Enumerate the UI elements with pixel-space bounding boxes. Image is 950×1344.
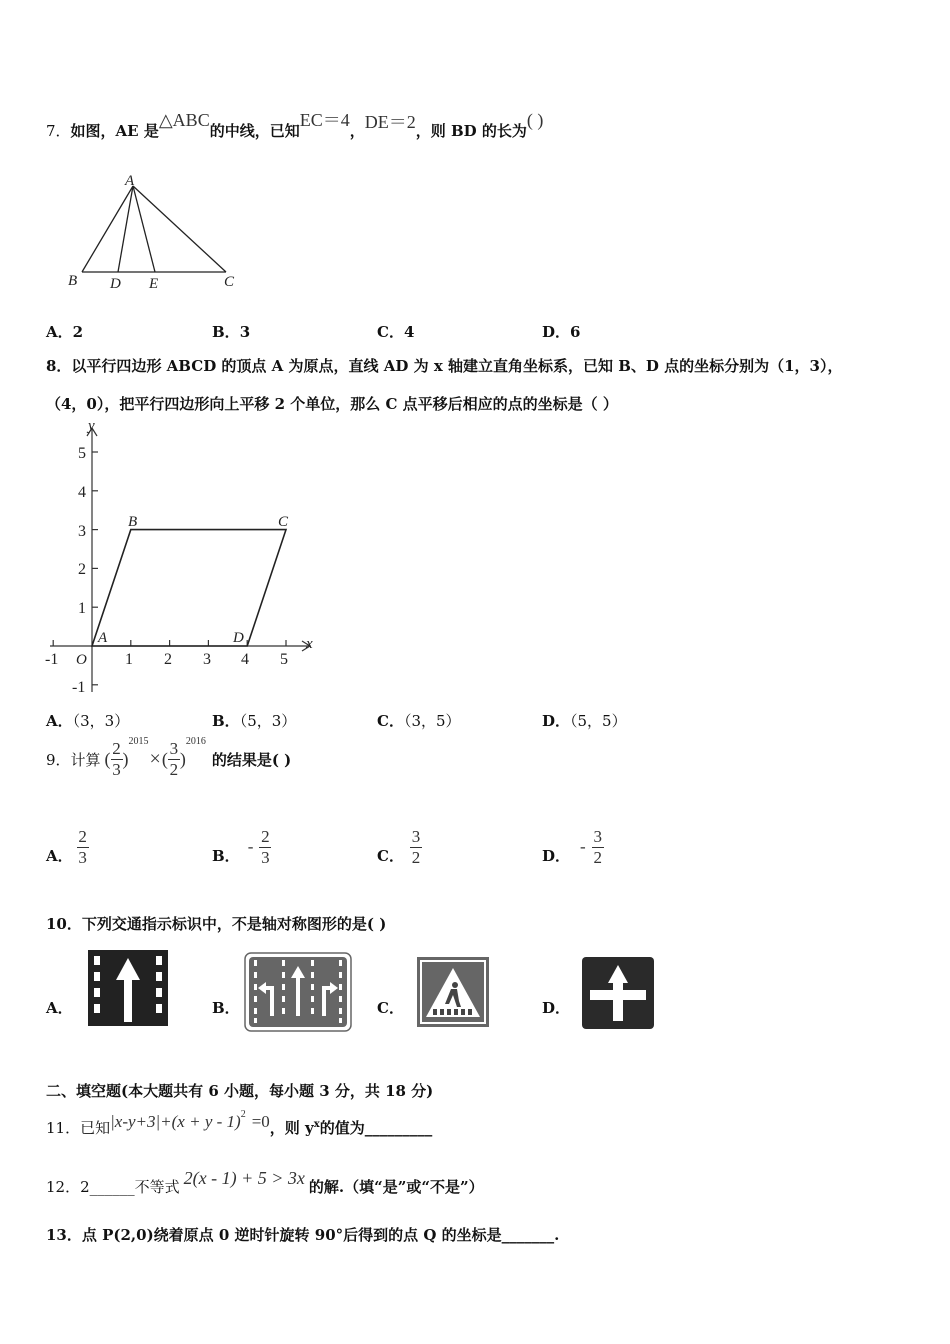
q7-option-c[interactable] bbox=[377, 321, 414, 342]
times-sign: × bbox=[149, 747, 161, 770]
denominator: 3 bbox=[261, 847, 270, 867]
q11-tail-2: 的值为_________ bbox=[319, 1119, 433, 1137]
q8-option-c[interactable] bbox=[377, 710, 461, 731]
q12-number: 12．2______不等式 bbox=[46, 1178, 180, 1196]
q7-option-d[interactable] bbox=[542, 321, 580, 342]
q8-stem-line-1: 8．以平行四边形 ABCD 的顶点 A 为原点，直线 AD 为 x 轴建立直角坐标系，已知 B、D 点的坐标分别为（1，3）， bbox=[46, 357, 843, 375]
label-e: E bbox=[149, 276, 159, 292]
pedestrian-crossing-sign-icon[interactable] bbox=[417, 957, 489, 1027]
option-letter: D． bbox=[542, 846, 571, 865]
q7-triangle-figure bbox=[60, 168, 260, 298]
numerator: 3 bbox=[411, 827, 421, 846]
q10-option-d-letter[interactable]: D． bbox=[542, 999, 571, 1017]
q9-option-a[interactable] bbox=[46, 828, 89, 867]
paren: ( bbox=[104, 748, 111, 769]
option-text: （3，5） bbox=[403, 712, 461, 730]
y-tick-label: -1 bbox=[72, 679, 86, 696]
denominator: 3 bbox=[112, 759, 121, 779]
numerator: 2 bbox=[112, 739, 121, 758]
x-axis-label: x bbox=[306, 636, 313, 652]
option-text: 6 bbox=[570, 323, 581, 341]
q7-de-value: DE＝2 bbox=[364, 112, 416, 132]
denominator: 2 bbox=[411, 847, 421, 867]
q8-stem-line-2: （4，0），把平行四边形向上平移 2 个单位，那么 C 点平移后相应的点的坐标是（ ） bbox=[46, 395, 618, 413]
q9-option-c[interactable] bbox=[377, 828, 422, 867]
y-tick-label: 1 bbox=[78, 600, 86, 617]
straight-ahead-sign-icon[interactable] bbox=[88, 950, 168, 1026]
option-letter: B． bbox=[212, 846, 240, 865]
q7-answer-paren: ( ) bbox=[526, 110, 544, 130]
q11-sup-x: x bbox=[313, 1119, 320, 1130]
option-letter: A． bbox=[46, 323, 73, 341]
option-letter: C． bbox=[377, 846, 404, 865]
q9-fraction-2 bbox=[168, 740, 180, 779]
y-tick-label: 4 bbox=[78, 484, 86, 501]
q7-text-3: ，则 BD 的长为 bbox=[415, 122, 527, 140]
q7-number: 7． bbox=[46, 122, 71, 140]
q12-stem bbox=[46, 1168, 484, 1197]
option-text: （5，5） bbox=[570, 712, 627, 730]
denominator: 2 bbox=[593, 847, 602, 867]
x-tick-label: -1 bbox=[45, 651, 59, 668]
q7-option-a[interactable] bbox=[46, 321, 83, 342]
q8-option-a[interactable] bbox=[46, 710, 129, 731]
x-tick-label: 2 bbox=[164, 651, 172, 668]
y-tick-label: 2 bbox=[78, 561, 86, 578]
q8-option-b[interactable] bbox=[212, 710, 296, 731]
option-letter: D． bbox=[542, 323, 571, 341]
q10-option-c-letter[interactable]: C． bbox=[377, 999, 404, 1017]
label-d: D bbox=[110, 276, 121, 292]
option-letter: A． bbox=[46, 846, 73, 865]
parallelogram-abcd bbox=[92, 530, 286, 646]
q7-stem bbox=[46, 110, 544, 142]
option-letter: B． bbox=[212, 323, 240, 341]
x-tick-label: 5 bbox=[280, 651, 288, 668]
q8-coordinate-graph bbox=[40, 416, 330, 701]
q13-stem: 13．点 P(2,0)绕着原点 0 逆时针旋转 90°后得到的点 Q 的坐标是_______. bbox=[46, 1226, 560, 1244]
q11-square: 2 bbox=[240, 1109, 246, 1120]
y-tick-label: 3 bbox=[78, 523, 86, 540]
section-2-title: 二、填空题(本大题共有 6 小题，每小题 3 分，共 18 分) bbox=[46, 1082, 434, 1100]
q7-text-2: 的中线，已知 bbox=[209, 122, 300, 140]
q11-stem bbox=[46, 1109, 433, 1138]
point-d-label: D bbox=[233, 630, 244, 646]
lane-direction-sign-icon[interactable] bbox=[244, 952, 352, 1032]
option-sign: - bbox=[247, 837, 254, 857]
option-fraction bbox=[77, 828, 89, 867]
origin-label: O bbox=[76, 652, 87, 668]
option-letter: A． bbox=[46, 712, 73, 730]
q7-text-1: 如图，AE 是 bbox=[70, 122, 159, 140]
q9-option-d[interactable] bbox=[542, 828, 604, 867]
q9-number: 9．计算 bbox=[46, 750, 101, 769]
q9-fraction-1 bbox=[111, 740, 123, 779]
x-tick-label: 4 bbox=[241, 651, 249, 668]
q11-equals-zero: =0 bbox=[251, 1112, 270, 1131]
q11-expression: |x-y+3|+(x + y - 1) bbox=[110, 1112, 241, 1131]
option-fraction bbox=[259, 828, 271, 867]
paren: ) bbox=[122, 748, 129, 769]
q10-stem: 10．下列交通指示标识中，不是轴对称图形的是( ) bbox=[46, 915, 387, 933]
option-text: 3 bbox=[239, 323, 251, 341]
x-tick-label: 3 bbox=[203, 651, 211, 668]
numerator: 3 bbox=[593, 827, 602, 846]
q7-separator: ， bbox=[349, 122, 365, 140]
q9-stem bbox=[46, 735, 292, 779]
q10-option-b-letter[interactable]: B． bbox=[212, 999, 240, 1017]
numerator: 2 bbox=[261, 827, 270, 846]
q10-option-a-letter[interactable]: A． bbox=[46, 999, 73, 1017]
q9-tail: 的结果是( ) bbox=[211, 750, 292, 769]
point-b-label: B bbox=[128, 514, 138, 530]
q11-number: 11．已知 bbox=[46, 1119, 111, 1137]
option-fraction bbox=[592, 828, 604, 867]
option-letter: C． bbox=[377, 712, 404, 730]
label-c: C bbox=[224, 274, 235, 290]
point-a-label: A bbox=[98, 630, 108, 646]
q7-option-b[interactable] bbox=[212, 321, 250, 342]
q9-exponent-1: 2015 bbox=[128, 735, 149, 747]
label-a: A bbox=[125, 173, 135, 189]
q7-triangle-abc: △ABC bbox=[158, 110, 210, 130]
option-text: （3，3） bbox=[72, 712, 130, 730]
q12-inequality: 2(x - 1) + 5 > 3x bbox=[183, 1168, 305, 1188]
segment-ac bbox=[133, 186, 226, 272]
x-tick-label: 1 bbox=[125, 651, 133, 668]
segment-ae bbox=[133, 186, 155, 272]
option-text: 2 bbox=[72, 323, 84, 341]
denominator: 3 bbox=[78, 847, 87, 867]
q7-ec-value: EC＝4 bbox=[299, 110, 350, 130]
option-text: 4 bbox=[403, 323, 415, 341]
option-sign: - bbox=[580, 837, 586, 857]
option-letter: D． bbox=[542, 712, 571, 730]
q9-exponent-2: 2016 bbox=[185, 735, 206, 747]
option-letter: C． bbox=[377, 323, 404, 341]
q12-tail: 的解.（填“是”或“不是”） bbox=[308, 1178, 484, 1196]
q9-option-b[interactable] bbox=[212, 828, 271, 867]
option-fraction bbox=[410, 828, 422, 867]
option-text: （5，3） bbox=[239, 712, 297, 730]
numerator: 3 bbox=[169, 739, 179, 758]
option-letter: B． bbox=[212, 712, 240, 730]
label-b: B bbox=[68, 273, 78, 289]
numerator: 2 bbox=[78, 827, 87, 846]
paren: ( bbox=[161, 748, 168, 769]
junction-sign-icon[interactable] bbox=[582, 957, 654, 1029]
y-tick-label: 5 bbox=[78, 445, 86, 462]
denominator: 2 bbox=[169, 759, 179, 779]
q11-tail: ，则 y bbox=[269, 1119, 314, 1137]
q8-option-d[interactable] bbox=[542, 710, 627, 731]
point-c-label: C bbox=[278, 514, 289, 530]
paren: ) bbox=[179, 748, 186, 769]
y-axis-label: y bbox=[88, 418, 95, 434]
